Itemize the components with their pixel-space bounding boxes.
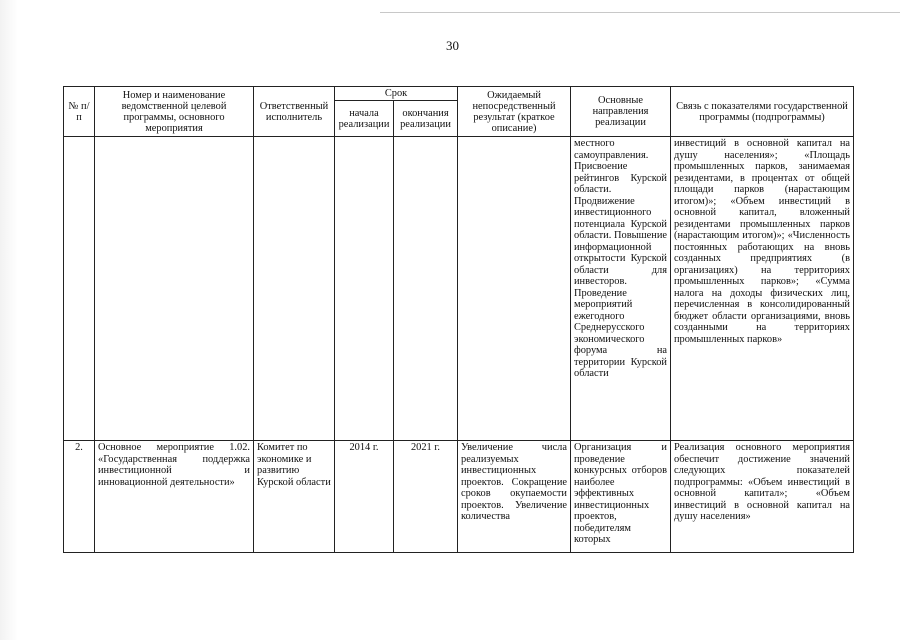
header-term: Срок	[335, 87, 458, 101]
row-directions: местного самоуправления. Присвоение рейтингов Курской области. Продвижение инвестиционного потенциала Курской области. Повышение информационной открытости Курской области для инвесторов. Проведение мероприятий ежегодного Среднерусского экономического форума на территории Курской области	[571, 137, 671, 441]
header-result: Ожидаемый непосредственный результат (краткое описание)	[458, 87, 571, 137]
header-term-start: начала реализации	[335, 101, 394, 137]
header-term-end: окончания реализации	[394, 101, 458, 137]
row-num: 2.	[64, 441, 95, 553]
row-name: Основное мероприятие 1.02. «Государственная поддержка инвестиционной и инновационной деятельности»	[95, 441, 254, 553]
header-link: Связь с показателями государственной программы (подпрограммы)	[671, 87, 854, 137]
row-end	[394, 137, 458, 441]
table-row	[64, 441, 854, 553]
header-num: № п/п	[64, 87, 95, 137]
scan-edge-shadow	[0, 0, 18, 640]
row-name	[95, 137, 254, 441]
row-executor: Комитет по экономике и развитию Курской области	[254, 441, 335, 553]
row-start	[335, 137, 394, 441]
row-result	[458, 137, 571, 441]
program-table	[63, 86, 854, 553]
table-row	[64, 137, 854, 441]
header-executor: Ответственный исполнитель	[254, 87, 335, 137]
row-result: Увеличение числа реализуемых инвестиционных проектов. Сокращение сроков окупаемости проектов. Увеличение количества	[458, 441, 571, 553]
row-num	[64, 137, 95, 441]
row-end: 2021 г.	[394, 441, 458, 553]
row-link: Реализация основного мероприятия обеспечит достижение значений следующих показателей подпрограммы: «Объем инвестиций в основной капитал»; «Объем инвестиций в основной капитал на душу населения»	[671, 441, 854, 553]
row-directions: Организация и проведение конкурсных отборов наиболее эффективных инвестиционных проектов, победителям которых	[571, 441, 671, 553]
row-executor	[254, 137, 335, 441]
row-start: 2014 г.	[335, 441, 394, 553]
header-name: Номер и наименование ведомственной целевой программы, основного мероприятия	[95, 87, 254, 137]
scan-artifact-line	[380, 12, 900, 13]
row-link: инвестиций в основной капитал на душу населения»; «Площадь промышленных парков, занимаемая резидентами, в процентах от общей площади парков (нарастающим итогом)»; «Объем инвестиций в основной капитал, вложенный резидентами промышленных парков (нарастающим итогом)»; «Численность постоянных работающих на вновь созданных предприятиях (в организациях) на территориях промышленных парков»; «Сумма налога на доходы физических лиц, перечисленная в консолидированный бюджет области организациями, вновь созданными на территориях промышленных парков»	[671, 137, 854, 441]
page-number: 30	[446, 38, 459, 53]
header-directions: Основные направления реализации	[571, 87, 671, 137]
